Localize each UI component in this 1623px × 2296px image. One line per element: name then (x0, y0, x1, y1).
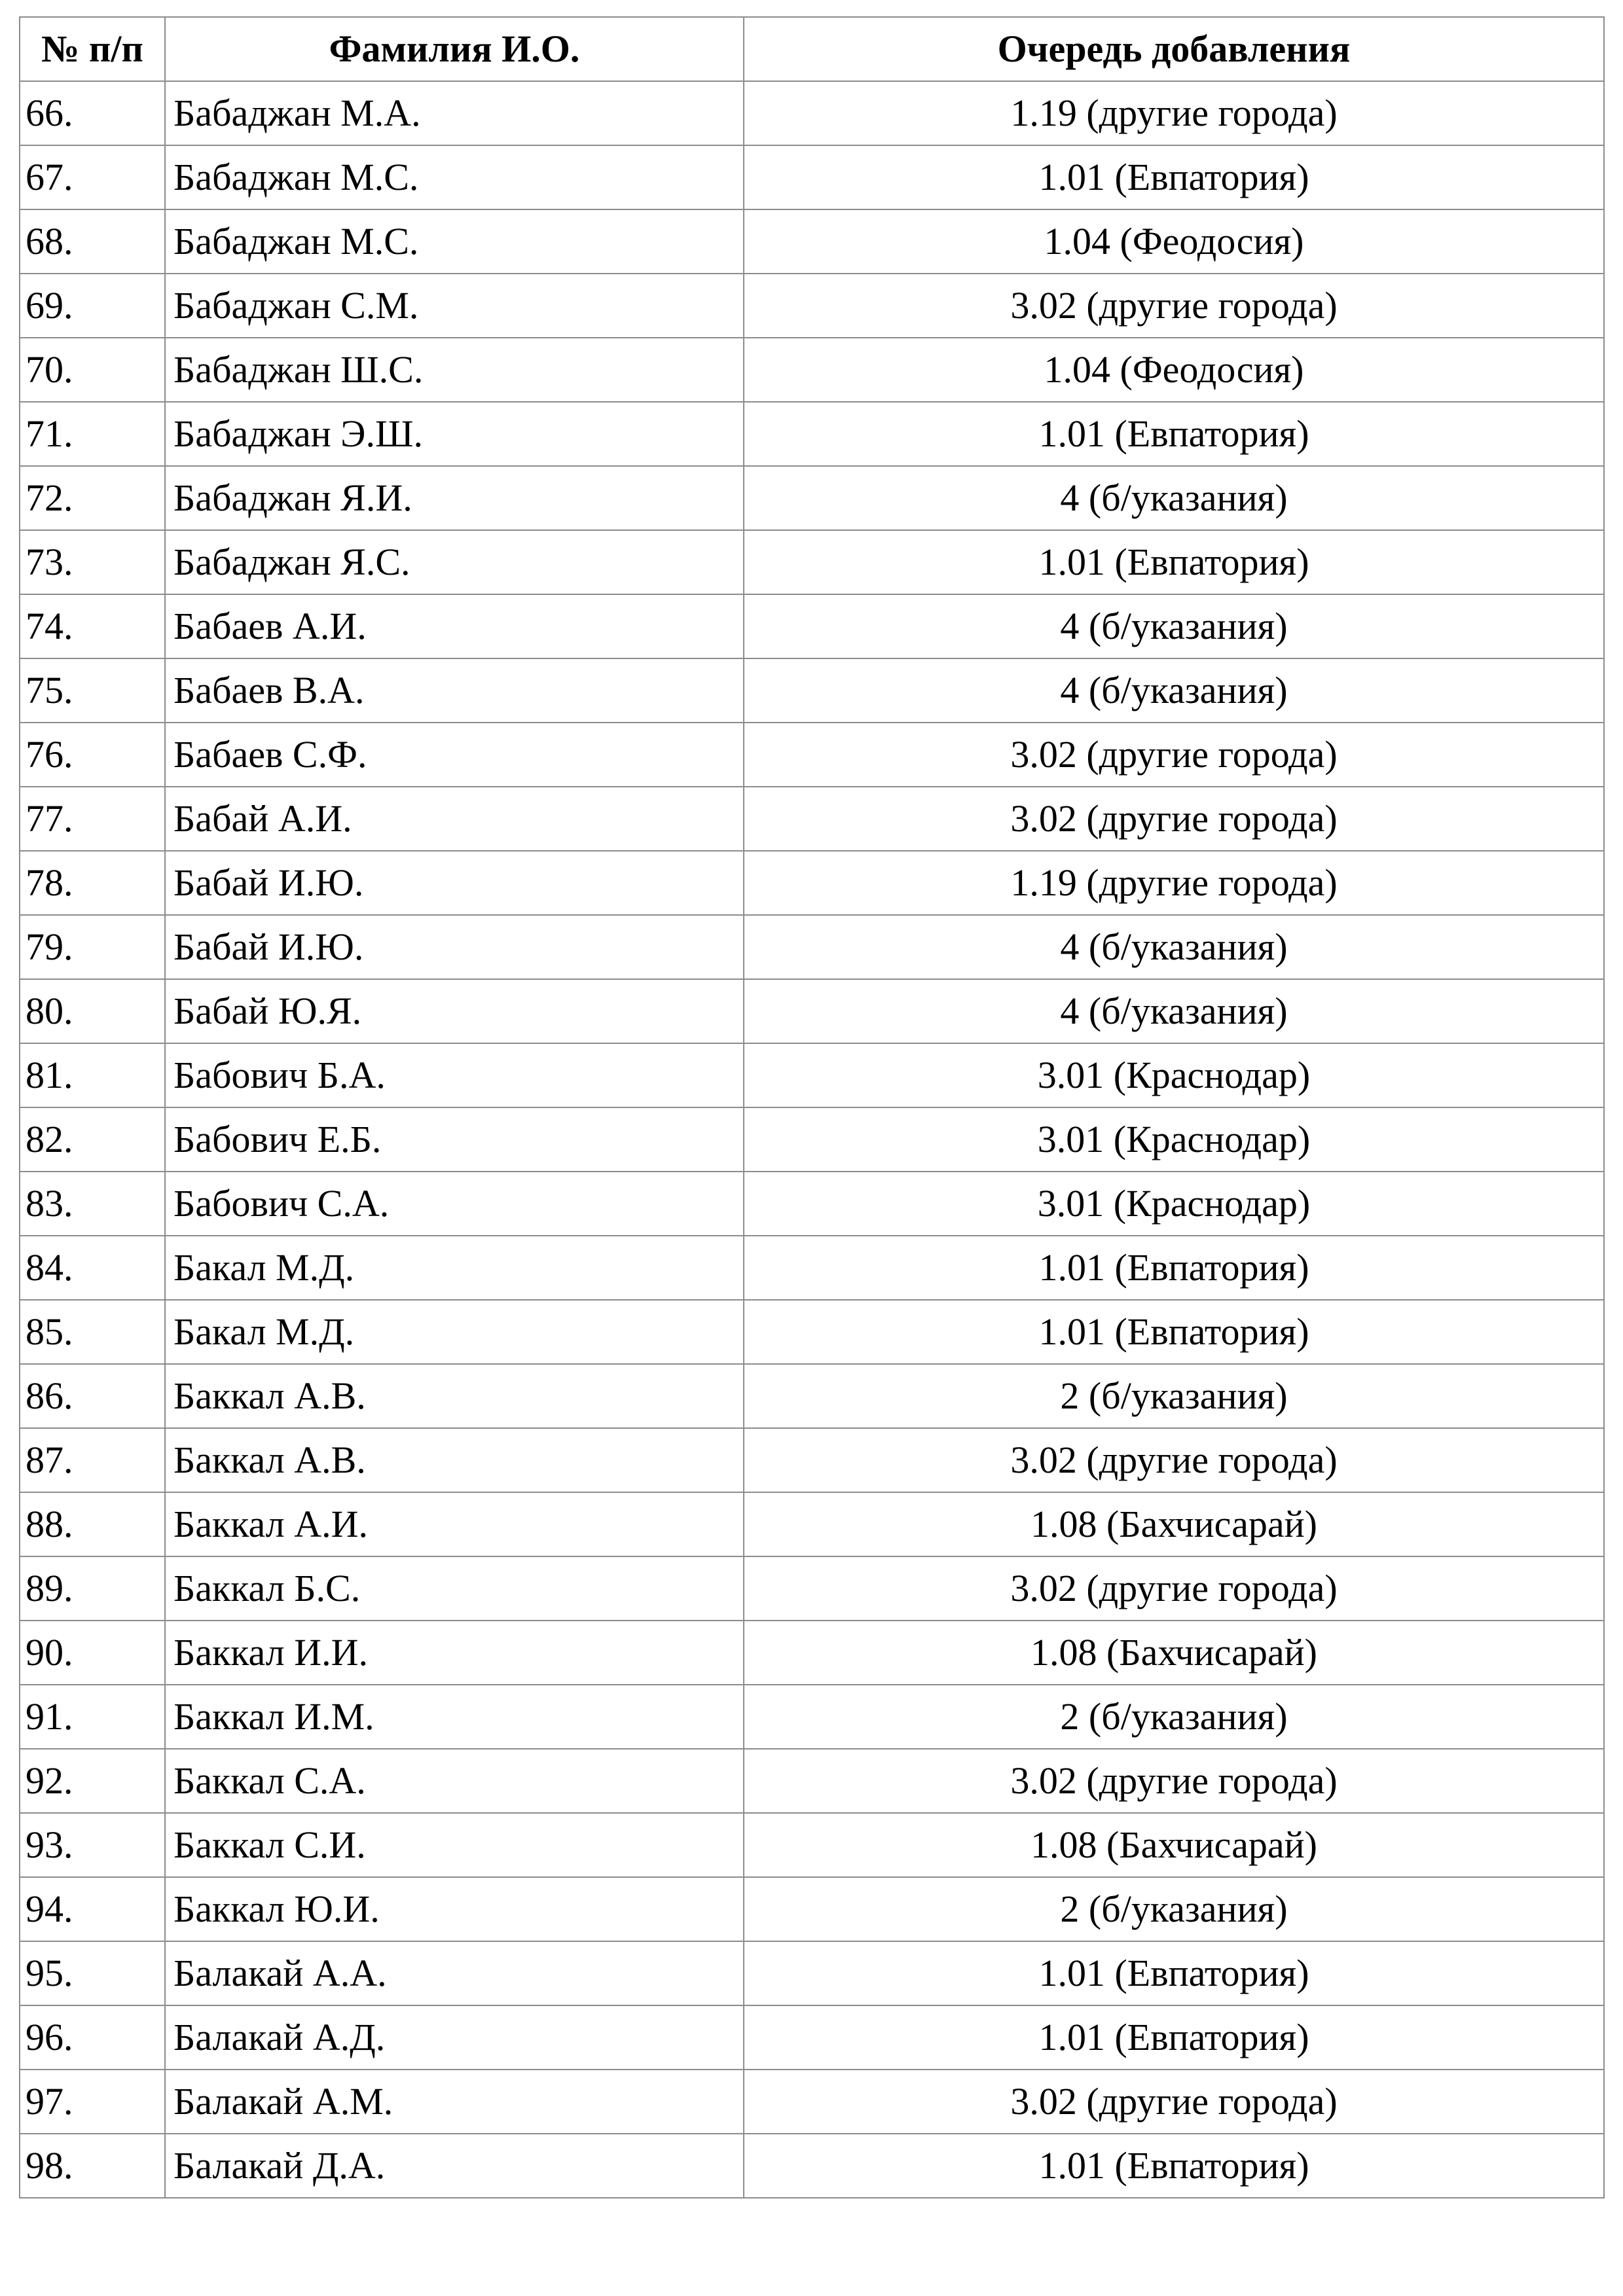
table-row (20, 915, 1604, 979)
queue-category: 3.02 (другие города) (744, 723, 1604, 787)
row-number: 67. (20, 145, 165, 209)
queue-category: 1.01 (Евпатория) (744, 1236, 1604, 1300)
table-row (20, 1428, 1604, 1492)
table-row (20, 723, 1604, 787)
full-name: Балакай А.Д. (165, 2005, 744, 2070)
queue-category: 4 (б/указания) (744, 915, 1604, 979)
full-name: Баккал А.В. (165, 1364, 744, 1428)
row-number: 75. (20, 658, 165, 723)
table-row (20, 1621, 1604, 1685)
table-row (20, 530, 1604, 594)
full-name: Бабай А.И. (165, 787, 744, 851)
table-header-row (20, 17, 1604, 81)
full-name: Баккал С.И. (165, 1813, 744, 1877)
queue-category: 1.19 (другие города) (744, 851, 1604, 915)
table-row (20, 81, 1604, 145)
full-name: Балакай А.А. (165, 1941, 744, 2005)
full-name: Бакал М.Д. (165, 1300, 744, 1364)
table-row (20, 1749, 1604, 1813)
queue-category: 3.01 (Краснодар) (744, 1043, 1604, 1107)
full-name: Балакай А.М. (165, 2070, 744, 2134)
table-row (20, 1685, 1604, 1749)
table-row (20, 338, 1604, 402)
queue-category: 1.08 (Бахчисарай) (744, 1621, 1604, 1685)
row-number: 91. (20, 1685, 165, 1749)
header-queue: Очередь добавления (744, 17, 1604, 81)
table-row (20, 1107, 1604, 1172)
table-row (20, 2134, 1604, 2198)
full-name: Балакай Д.А. (165, 2134, 744, 2198)
full-name: Баккал А.И. (165, 1492, 744, 1556)
full-name: Бабай И.Ю. (165, 851, 744, 915)
full-name: Баккал И.И. (165, 1621, 744, 1685)
row-number: 96. (20, 2005, 165, 2070)
queue-category: 3.01 (Краснодар) (744, 1172, 1604, 1236)
table-row (20, 851, 1604, 915)
row-number: 85. (20, 1300, 165, 1364)
row-number: 73. (20, 530, 165, 594)
queue-category: 1.01 (Евпатория) (744, 1300, 1604, 1364)
queue-category: 4 (б/указания) (744, 979, 1604, 1043)
row-number: 77. (20, 787, 165, 851)
full-name: Бабаджан Я.С. (165, 530, 744, 594)
queue-category: 1.04 (Феодосия) (744, 209, 1604, 274)
table-row (20, 2070, 1604, 2134)
queue-category: 2 (б/указания) (744, 1685, 1604, 1749)
queue-category: 1.19 (другие города) (744, 81, 1604, 145)
row-number: 98. (20, 2134, 165, 2198)
table-row (20, 1300, 1604, 1364)
row-number: 94. (20, 1877, 165, 1941)
table-row (20, 402, 1604, 466)
table-row (20, 145, 1604, 209)
queue-category: 1.01 (Евпатория) (744, 145, 1604, 209)
row-number: 90. (20, 1621, 165, 1685)
row-number: 84. (20, 1236, 165, 1300)
queue-category: 1.01 (Евпатория) (744, 2134, 1604, 2198)
queue-category: 1.01 (Евпатория) (744, 2005, 1604, 2070)
table-row (20, 1556, 1604, 1621)
queue-category: 3.02 (другие города) (744, 787, 1604, 851)
header-full-name: Фамилия И.О. (165, 17, 744, 81)
row-number: 71. (20, 402, 165, 466)
row-number: 92. (20, 1749, 165, 1813)
row-number: 97. (20, 2070, 165, 2134)
queue-category: 1.08 (Бахчисарай) (744, 1813, 1604, 1877)
table-body (20, 81, 1604, 2198)
row-number: 89. (20, 1556, 165, 1621)
full-name: Бабович С.А. (165, 1172, 744, 1236)
queue-category: 1.01 (Евпатория) (744, 402, 1604, 466)
full-name: Бабаев В.А. (165, 658, 744, 723)
table-row (20, 2005, 1604, 2070)
full-name: Бабай И.Ю. (165, 915, 744, 979)
row-number: 79. (20, 915, 165, 979)
row-number: 80. (20, 979, 165, 1043)
queue-category: 3.02 (другие города) (744, 1556, 1604, 1621)
table-row (20, 1877, 1604, 1941)
table-row (20, 1492, 1604, 1556)
queue-category: 1.01 (Евпатория) (744, 530, 1604, 594)
queue-category: 3.01 (Краснодар) (744, 1107, 1604, 1172)
table-row (20, 1941, 1604, 2005)
table-row (20, 594, 1604, 658)
row-number: 83. (20, 1172, 165, 1236)
queue-category: 4 (б/указания) (744, 594, 1604, 658)
row-number: 86. (20, 1364, 165, 1428)
queue-category: 2 (б/указания) (744, 1877, 1604, 1941)
queue-category: 3.02 (другие города) (744, 1749, 1604, 1813)
queue-category: 1.04 (Феодосия) (744, 338, 1604, 402)
full-name: Бабаджан М.С. (165, 209, 744, 274)
full-name: Баккал И.М. (165, 1685, 744, 1749)
full-name: Бабаджан М.С. (165, 145, 744, 209)
row-number: 78. (20, 851, 165, 915)
table-row (20, 1172, 1604, 1236)
full-name: Баккал С.А. (165, 1749, 744, 1813)
table-row (20, 1813, 1604, 1877)
full-name: Бабаджан Э.Ш. (165, 402, 744, 466)
row-number: 72. (20, 466, 165, 530)
row-number: 87. (20, 1428, 165, 1492)
queue-category: 3.02 (другие города) (744, 274, 1604, 338)
table-row (20, 1043, 1604, 1107)
full-name: Бабович Е.Б. (165, 1107, 744, 1172)
table-row (20, 274, 1604, 338)
full-name: Бабаджан М.А. (165, 81, 744, 145)
table-row (20, 466, 1604, 530)
queue-category: 3.02 (другие города) (744, 1428, 1604, 1492)
row-number: 88. (20, 1492, 165, 1556)
full-name: Бакал М.Д. (165, 1236, 744, 1300)
header-number: № п/п (20, 17, 165, 81)
table-row (20, 979, 1604, 1043)
queue-category: 4 (б/указания) (744, 466, 1604, 530)
table-row (20, 1364, 1604, 1428)
table-row (20, 209, 1604, 274)
queue-category: 2 (б/указания) (744, 1364, 1604, 1428)
row-number: 76. (20, 723, 165, 787)
row-number: 74. (20, 594, 165, 658)
table-row (20, 658, 1604, 723)
full-name: Бабович Б.А. (165, 1043, 744, 1107)
table-row (20, 1236, 1604, 1300)
full-name: Баккал А.В. (165, 1428, 744, 1492)
full-name: Бабаджан Ш.С. (165, 338, 744, 402)
full-name: Бабаджан С.М. (165, 274, 744, 338)
full-name: Баккал Ю.И. (165, 1877, 744, 1941)
row-number: 81. (20, 1043, 165, 1107)
row-number: 68. (20, 209, 165, 274)
full-name: Бабаев А.И. (165, 594, 744, 658)
full-name: Бабаев С.Ф. (165, 723, 744, 787)
queue-table (19, 16, 1605, 2198)
full-name: Бабай Ю.Я. (165, 979, 744, 1043)
queue-category: 1.08 (Бахчисарай) (744, 1492, 1604, 1556)
row-number: 82. (20, 1107, 165, 1172)
queue-category: 3.02 (другие города) (744, 2070, 1604, 2134)
row-number: 66. (20, 81, 165, 145)
row-number: 69. (20, 274, 165, 338)
queue-category: 1.01 (Евпатория) (744, 1941, 1604, 2005)
row-number: 70. (20, 338, 165, 402)
queue-category: 4 (б/указания) (744, 658, 1604, 723)
table-row (20, 787, 1604, 851)
full-name: Баккал Б.С. (165, 1556, 744, 1621)
row-number: 95. (20, 1941, 165, 2005)
full-name: Бабаджан Я.И. (165, 466, 744, 530)
row-number: 93. (20, 1813, 165, 1877)
